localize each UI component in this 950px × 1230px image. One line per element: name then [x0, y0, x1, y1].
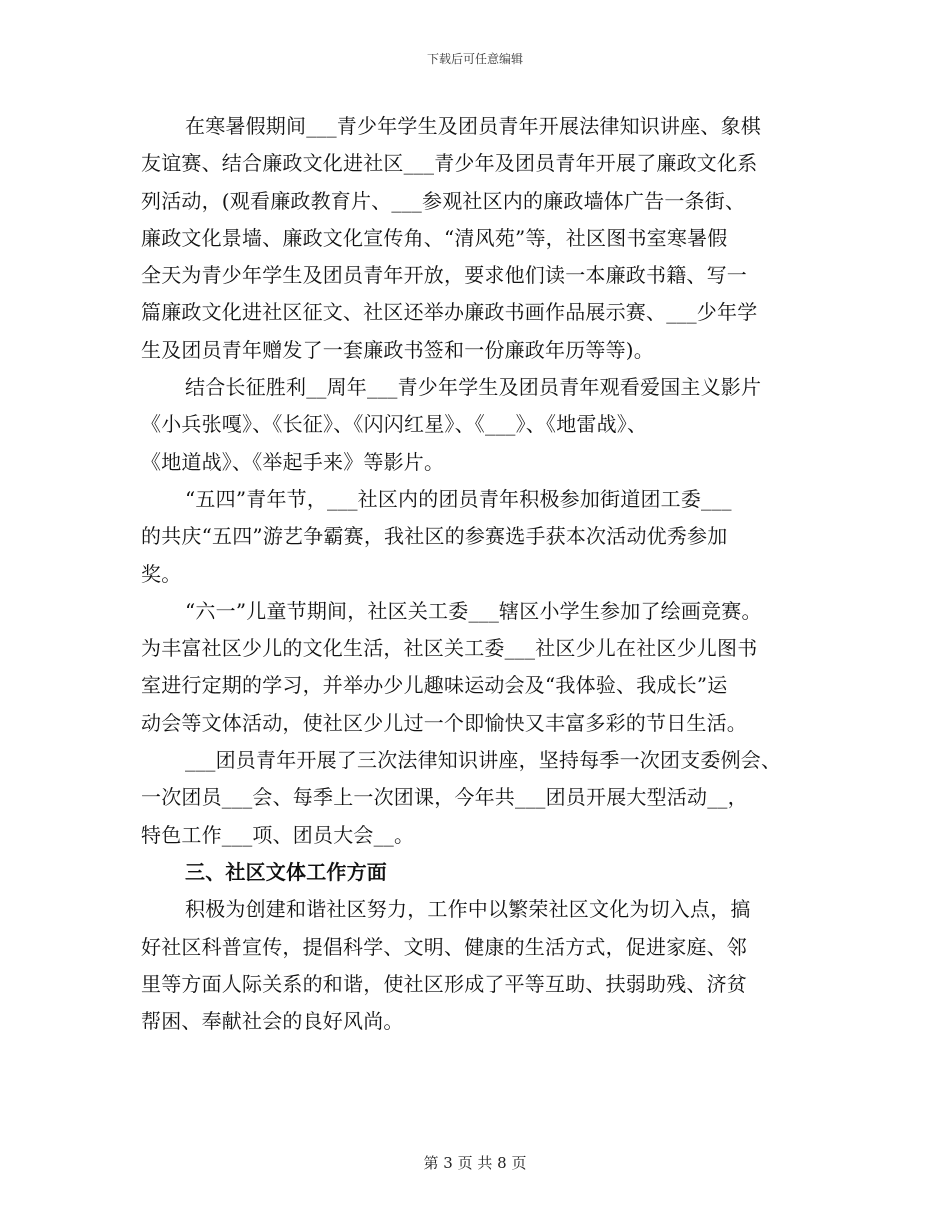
text-line: 廉政文化景墙、廉政文化宣传角、“清风苑”等，社区图书室寒暑假 — [141, 225, 728, 250]
text-line: 一次团员___会、每季上一次团课，今年共___团员开展大型活动__， — [141, 785, 748, 810]
text-line: 结合长征胜利__周年___青少年学生及团员青年观看爱国主义影片 — [185, 375, 762, 400]
page-header: 下载后可任意编辑 — [426, 52, 523, 66]
text-line: 篇廉政文化进社区征文、社区还举办廉政书画作品展示赛、___少年学 — [141, 300, 758, 325]
text-line: 的共庆“五四”游艺争霸赛，我社区的参赛选手获本次活动优秀参加 — [141, 524, 728, 549]
text-line: 《地道战》、《举起手来》等影片。 — [141, 449, 445, 474]
text-line: 里等方面人际关系的和谐，使社区形成了平等互助、扶弱助残、济贫 — [141, 971, 747, 996]
text-line: 为丰富社区少儿的文化生活，社区关工委___社区少儿在社区少儿图书 — [141, 636, 758, 661]
text-line: 帮困、奉献社会的良好风尚。 — [141, 1009, 404, 1034]
text-line: 室进行定期的学习，并举办少儿趣味运动会及“我体验、我成长”运 — [141, 673, 728, 698]
text-line: 动会等文体活动，使社区少儿过一个即愉快又丰富多彩的节日生活。 — [141, 710, 747, 735]
paragraph-winter-summer-activities — [141, 108, 841, 369]
text-line: “五四”青年节，___社区内的团员青年积极参加街道团工委___ — [185, 486, 732, 511]
paragraph-may-fourth — [141, 481, 841, 593]
page-number: 第 3 页 共 8 页 — [423, 1154, 527, 1172]
text-line: 生及团员青年赠发了一套廉政书签和一份廉政年历等等)。 — [141, 337, 655, 362]
text-line: 友谊赛、结合廉政文化进社区___青少年及团员青年开展了廉政文化系 — [141, 151, 758, 176]
text-line: 好社区科普宣传，提倡科学、文明、健康的生活方式，促进家庭、邻 — [141, 934, 747, 959]
text-line: 积极为创建和谐社区努力，工作中以繁荣社区文化为切入点，搞 — [185, 897, 751, 922]
paragraph-culture-sports — [141, 891, 841, 1040]
text-line: “六一”儿童节期间，社区关工委___辖区小学生参加了绘画竞赛。 — [185, 598, 762, 623]
text-line: 列活动，(观看廉政教育片、___参观社区内的廉政墙体广告一条街、 — [141, 188, 746, 213]
paragraph-childrens-day — [141, 593, 841, 742]
text-line: ___团员青年开展了三次法律知识讲座，坚持每季一次团支委例会、 — [185, 748, 782, 773]
text-line: 全天为青少年学生及团员青年开放，要求他们读一本廉政书籍、写一 — [141, 263, 747, 288]
text-line: 《小兵张嘎》、《长征》、《闪闪红星》、《___》、《地雷战》、 — [141, 412, 648, 437]
text-line: 奖。 — [141, 561, 182, 586]
paragraph-league-members — [141, 742, 841, 854]
text-line: 在寒暑假期间___青少年学生及团员青年开展法律知识讲座、象棋 — [185, 114, 761, 138]
text-line: 特色工作___项、团员大会__。 — [141, 822, 415, 847]
document-body — [141, 108, 841, 1040]
section-heading: 三、社区文体工作方面 — [185, 859, 387, 884]
paragraph-long-march-films — [141, 369, 841, 481]
